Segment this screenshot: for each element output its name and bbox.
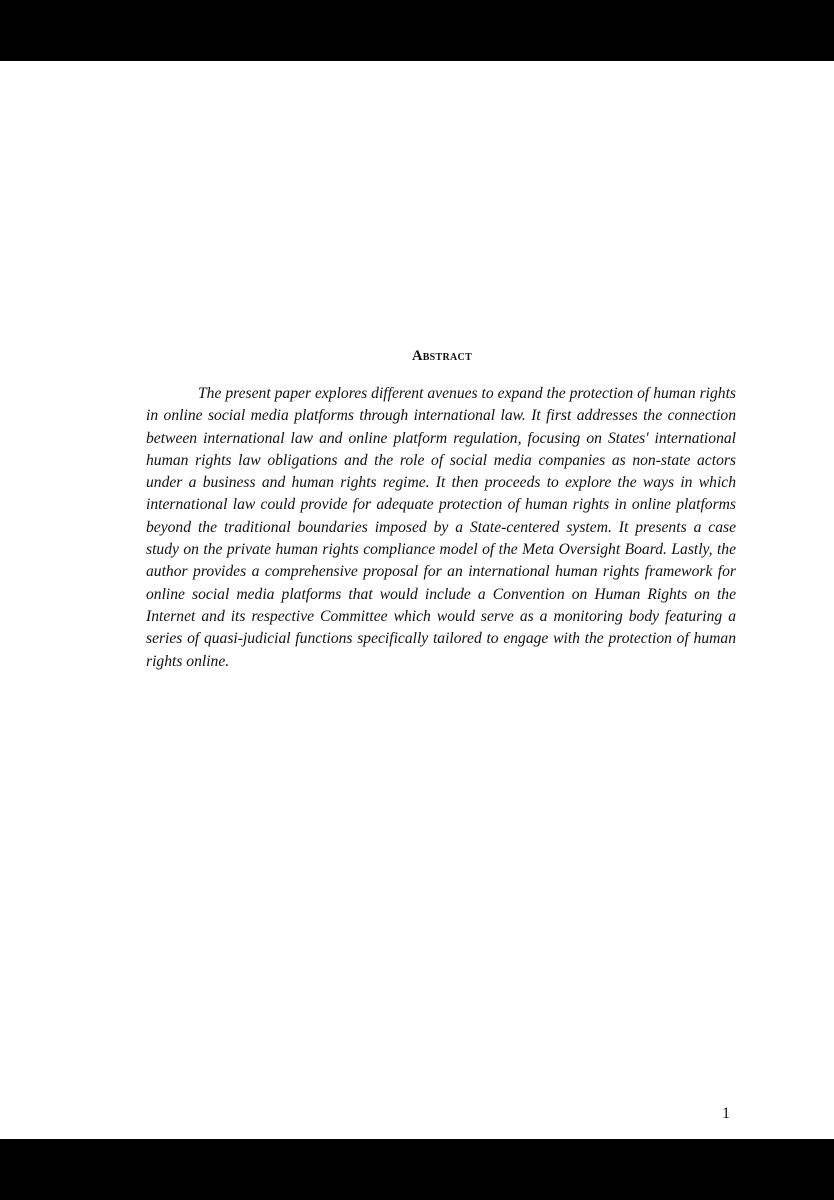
abstract-body: The present paper explores different avenues to expand the protection of human rights in online social media platforms through international law. It first addresses the connection between international law and online platform regulation, focusing on States' international human rights law obligations and the role of social media companies as non-state actors under a business and human rights regime. It then proceeds to explore the ways in which international law could provide for adequate protection of human rights in online platforms beyond the traditional boundaries imposed by a State-centered system. It presents a case study on the private human rights compliance model of the Meta Oversight Board. Lastly, the author provides a comprehensive proposal for an international human rights framework for online social media platforms that would include a Convention on Human Rights on the Internet and its respective Committee which would serve as a monitoring body featuring a series of quasi-judicial functions specifically tailored to engage with the protection of human rights online. <box>146 385 736 670</box>
page-number: 1 <box>722 1105 730 1122</box>
abstract-heading: Abstract <box>411 348 473 364</box>
bottom-letterbox-bar <box>0 1139 834 1200</box>
top-letterbox-bar <box>0 0 834 61</box>
document-page <box>0 61 834 1139</box>
